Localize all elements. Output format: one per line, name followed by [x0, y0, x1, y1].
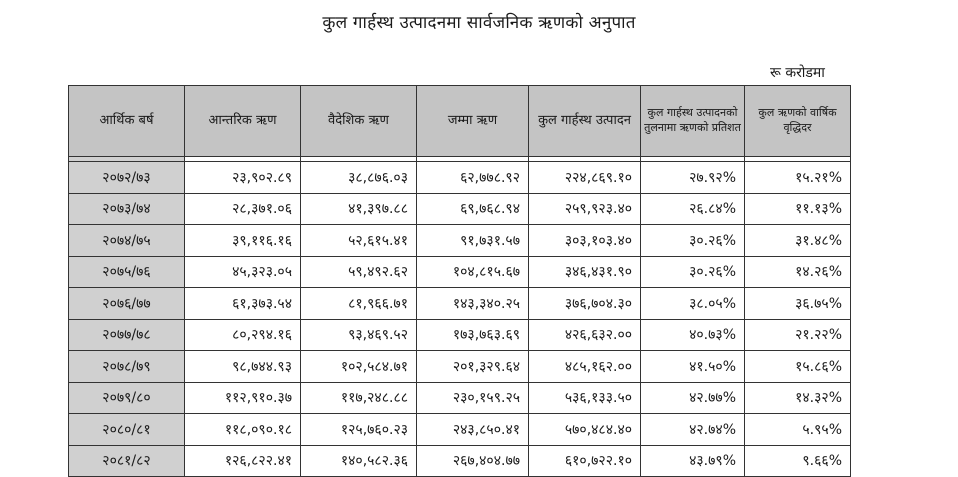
cell-debt-gdp-ratio: ३८.०५% — [641, 288, 745, 320]
col-header-external-debt: वैदेशिक ऋण — [301, 86, 417, 157]
cell-total-debt: ६९,७६८.९४ — [417, 193, 529, 225]
table-row — [69, 162, 851, 194]
cell-gdp: ३७६,७०४.३० — [529, 288, 641, 320]
cell-fiscal-year: २०७४/७५ — [69, 225, 185, 257]
cell-fiscal-year: २०७८/७९ — [69, 351, 185, 383]
cell-growth-rate: ५.९५% — [745, 414, 851, 446]
cell-growth-rate: १५.२१% — [745, 162, 851, 194]
cell-debt-gdp-ratio: ४०.७३% — [641, 319, 745, 351]
cell-debt-gdp-ratio: ४१.५०% — [641, 351, 745, 383]
cell-gdp: ५३६,१३३.५० — [529, 382, 641, 414]
table-row — [69, 319, 851, 351]
cell-debt-gdp-ratio: ३०.२६% — [641, 256, 745, 288]
cell-total-debt: २३०,१५९.२५ — [417, 382, 529, 414]
cell-fiscal-year: २०७२/७३ — [69, 162, 185, 194]
cell-gdp: २२४,८६९.१० — [529, 162, 641, 194]
table-row — [69, 256, 851, 288]
cell-total-debt: १४३,३४०.२५ — [417, 288, 529, 320]
cell-fiscal-year: २०७५/७६ — [69, 256, 185, 288]
table-row — [69, 414, 851, 446]
col-header-internal-debt: आन्तरिक ऋण — [185, 86, 301, 157]
cell-external-debt: ९३,४६९.५२ — [301, 319, 417, 351]
cell-total-debt: २०१,३२९.६४ — [417, 351, 529, 383]
unit-label: रू करोडमा — [770, 65, 825, 81]
cell-external-debt: ८१,९६६.७१ — [301, 288, 417, 320]
cell-fiscal-year: २०८०/८१ — [69, 414, 185, 446]
cell-total-debt: २४३,८५०.४१ — [417, 414, 529, 446]
cell-external-debt: १४०,५८२.३६ — [301, 445, 417, 477]
cell-internal-debt: ११२,९१०.३७ — [185, 382, 301, 414]
table-row — [69, 382, 851, 414]
cell-debt-gdp-ratio: ४३.७९% — [641, 445, 745, 477]
cell-internal-debt: ९८,७४४.९३ — [185, 351, 301, 383]
table-row — [69, 288, 851, 320]
debt-table — [68, 85, 851, 477]
cell-debt-gdp-ratio: २७.९२% — [641, 162, 745, 194]
cell-fiscal-year: २०७६/७७ — [69, 288, 185, 320]
col-header-gdp: कुल गार्हस्थ उत्पादन — [529, 86, 641, 157]
cell-internal-debt: ४५,३२३.०५ — [185, 256, 301, 288]
cell-growth-rate: ३१.४८% — [745, 225, 851, 257]
cell-growth-rate: १४.२६% — [745, 256, 851, 288]
cell-external-debt: ११७,२४८.८८ — [301, 382, 417, 414]
cell-total-debt: ६२,७७८.९२ — [417, 162, 529, 194]
table-row — [69, 193, 851, 225]
cell-external-debt: ५९,४९२.६२ — [301, 256, 417, 288]
cell-total-debt: १७३,७६३.६९ — [417, 319, 529, 351]
cell-internal-debt: ३९,११६.१६ — [185, 225, 301, 257]
cell-external-debt: ५२,६१५.४१ — [301, 225, 417, 257]
cell-gdp: २५९,९२३.४० — [529, 193, 641, 225]
col-header-debt-gdp-ratio: कुल गार्हस्थ उत्पादनको तुलनामा ऋणको प्रतिशत — [641, 86, 745, 157]
cell-fiscal-year: २०८१/८२ — [69, 445, 185, 477]
cell-total-debt: १०४,८१५.६७ — [417, 256, 529, 288]
col-header-total-debt: जम्मा ऋण — [417, 86, 529, 157]
cell-internal-debt: २८,३७१.०६ — [185, 193, 301, 225]
header-row — [69, 86, 851, 157]
cell-growth-rate: ३६.७५% — [745, 288, 851, 320]
cell-external-debt: ४१,३९७.८८ — [301, 193, 417, 225]
cell-total-debt: २६७,४०४.७७ — [417, 445, 529, 477]
cell-external-debt: ३८,८७६.०३ — [301, 162, 417, 194]
cell-internal-debt: ८०,२९४.१६ — [185, 319, 301, 351]
cell-total-debt: ९१,७३१.५७ — [417, 225, 529, 257]
cell-gdp: ३०३,१०३.४० — [529, 225, 641, 257]
cell-growth-rate: ९.६६% — [745, 445, 851, 477]
cell-gdp: ३४६,४३१.९० — [529, 256, 641, 288]
cell-fiscal-year: २०७३/७४ — [69, 193, 185, 225]
cell-debt-gdp-ratio: २६.८४% — [641, 193, 745, 225]
cell-internal-debt: १२६,८२२.४१ — [185, 445, 301, 477]
cell-debt-gdp-ratio: ३०.२६% — [641, 225, 745, 257]
cell-external-debt: १२५,७६०.२३ — [301, 414, 417, 446]
cell-internal-debt: ११८,०९०.१८ — [185, 414, 301, 446]
cell-fiscal-year: २०७९/८० — [69, 382, 185, 414]
cell-debt-gdp-ratio: ४२.७७% — [641, 382, 745, 414]
page-title: कुल गार्हस्थ उत्पादनमा सार्वजनिक ऋणको अनुपात — [322, 13, 636, 33]
cell-gdp: ५७०,४८४.४० — [529, 414, 641, 446]
cell-gdp: ४२६,६३२.०० — [529, 319, 641, 351]
table-row — [69, 351, 851, 383]
cell-external-debt: १०२,५८४.७१ — [301, 351, 417, 383]
cell-growth-rate: २१.२२% — [745, 319, 851, 351]
cell-growth-rate: ११.१३% — [745, 193, 851, 225]
cell-internal-debt: २३,९०२.८९ — [185, 162, 301, 194]
col-header-fiscal-year: आर्थिक बर्ष — [69, 86, 185, 157]
cell-fiscal-year: २०७७/७८ — [69, 319, 185, 351]
cell-growth-rate: १५.८६% — [745, 351, 851, 383]
cell-internal-debt: ६१,३७३.५४ — [185, 288, 301, 320]
cell-gdp: ६१०,७२२.१० — [529, 445, 641, 477]
table-row — [69, 225, 851, 257]
col-header-growth-rate: कुल ऋणको वार्षिक वृद्धिदर — [745, 86, 851, 157]
cell-growth-rate: १४.३२% — [745, 382, 851, 414]
cell-gdp: ४८५,१६२.०० — [529, 351, 641, 383]
cell-debt-gdp-ratio: ४२.७४% — [641, 414, 745, 446]
